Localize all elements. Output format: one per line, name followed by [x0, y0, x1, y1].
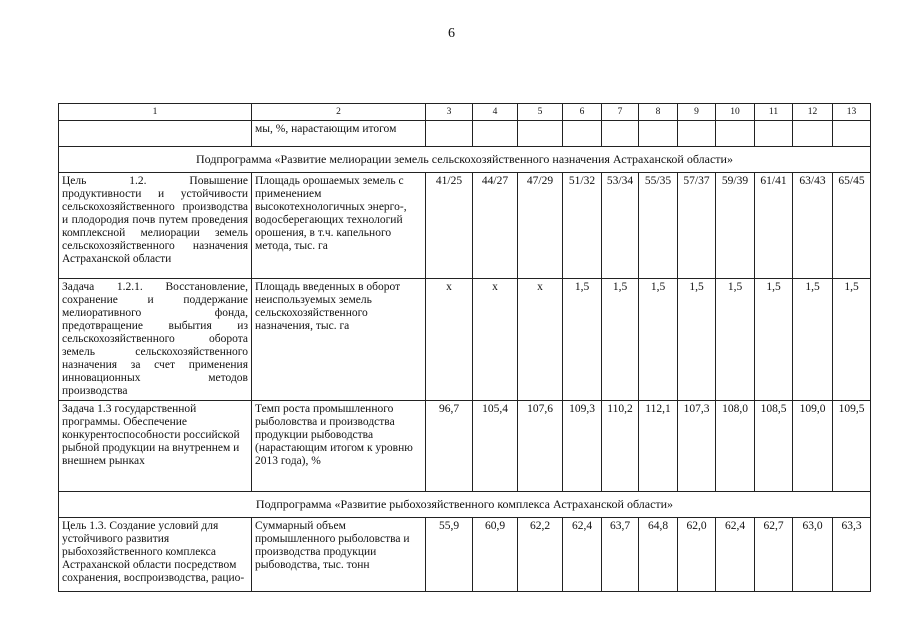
- value-cell: [473, 121, 518, 147]
- value-cell: 1,5: [639, 279, 678, 401]
- value-cell: [639, 121, 678, 147]
- indicator-cell: Площадь введенных в оборот неиспользуемых земель сельскохозяйственного назначения, тыс. га: [252, 279, 426, 401]
- value-cell: 1,5: [602, 279, 639, 401]
- value-cell: 109,0: [793, 401, 833, 492]
- column-number: 8: [639, 104, 678, 121]
- task-cell: Задача 1.2.1. Восстановление, сохранение и поддержание мелиоративного фонда, предотвращение выбытия из сельскохозяйственного оборота земель сельскохозяйственного назначения за счет применения инновационных методов производства: [59, 279, 252, 401]
- value-cell: 51/32: [563, 173, 602, 279]
- value-cell: 62,7: [755, 518, 793, 592]
- goal-cell: [59, 121, 252, 147]
- value-cell: х: [426, 279, 473, 401]
- column-number: 4: [473, 104, 518, 121]
- value-cell: [602, 121, 639, 147]
- value-cell: 1,5: [755, 279, 793, 401]
- task-cell: Задача 1.3 государственной программы. Обеспечение конкурентоспособности российской рыбной продукции на внутреннем и внешнем рынках: [59, 401, 252, 492]
- value-cell: 1,5: [793, 279, 833, 401]
- goal-cell: Цель 1.2. Повышение продуктивности и устойчивости сельскохозяйственного производства и плодородия почв путем проведения комплексной мелиорации земель сельскохозяйственного назначения Астраханской области: [59, 173, 252, 279]
- indicator-cell: Площадь орошаемых земель с применением высокотехнологичных энерго-, водосберегающих технологий орошения, в т.ч. капельного метода, тыс. га: [252, 173, 426, 279]
- value-cell: 1,5: [833, 279, 871, 401]
- value-cell: [426, 121, 473, 147]
- column-number: 12: [793, 104, 833, 121]
- value-cell: 53/34: [602, 173, 639, 279]
- value-cell: [678, 121, 716, 147]
- value-cell: 1,5: [716, 279, 755, 401]
- value-cell: [833, 121, 871, 147]
- value-cell: [755, 121, 793, 147]
- value-cell: 62,2: [518, 518, 563, 592]
- value-cell: 65/45: [833, 173, 871, 279]
- value-cell: [563, 121, 602, 147]
- column-number: 6: [563, 104, 602, 121]
- subprogram-title: Подпрограмма «Развитие рыбохозяйственного комплекса Астраханской области»: [59, 492, 871, 518]
- value-cell: 108,5: [755, 401, 793, 492]
- value-cell: 61/41: [755, 173, 793, 279]
- column-number: 3: [426, 104, 473, 121]
- value-cell: 64,8: [639, 518, 678, 592]
- value-cell: 63,0: [793, 518, 833, 592]
- table-row: [59, 401, 871, 492]
- value-cell: 109,5: [833, 401, 871, 492]
- value-cell: 105,4: [473, 401, 518, 492]
- value-cell: 1,5: [563, 279, 602, 401]
- column-number: 1: [59, 104, 252, 121]
- table-row: [59, 121, 871, 147]
- value-cell: 47/29: [518, 173, 563, 279]
- subprogram-row: [59, 492, 871, 518]
- indicator-cell: Суммарный объем промышленного рыболовства и производства продукции рыбоводства, тыс. тонн: [252, 518, 426, 592]
- value-cell: 57/37: [678, 173, 716, 279]
- indicators-table: [58, 103, 871, 592]
- table-row: [59, 173, 871, 279]
- page-number: 6: [448, 26, 455, 41]
- table-row: [59, 518, 871, 592]
- value-cell: 108,0: [716, 401, 755, 492]
- value-cell: 59/39: [716, 173, 755, 279]
- value-cell: 1,5: [678, 279, 716, 401]
- goal-cell: Цель 1.3. Создание условий для устойчивого развития рыбохозяйственного комплекса Астраханской области посредством сохранения, воспроизводства, рацио-: [59, 518, 252, 592]
- value-cell: 55/35: [639, 173, 678, 279]
- column-number: 2: [252, 104, 426, 121]
- value-cell: 44/27: [473, 173, 518, 279]
- value-cell: 41/25: [426, 173, 473, 279]
- value-cell: 62,4: [563, 518, 602, 592]
- value-cell: х: [473, 279, 518, 401]
- value-cell: 112,1: [639, 401, 678, 492]
- column-number: 5: [518, 104, 563, 121]
- table-row: [59, 279, 871, 401]
- indicator-cell: Темп роста промышленного рыболовства и производства продукции рыбоводства (нарастающим итогом к уровню 2013 года), %: [252, 401, 426, 492]
- value-cell: 96,7: [426, 401, 473, 492]
- value-cell: 55,9: [426, 518, 473, 592]
- subprogram-row: [59, 147, 871, 173]
- value-cell: х: [518, 279, 563, 401]
- column-number: 7: [602, 104, 639, 121]
- value-cell: [518, 121, 563, 147]
- subprogram-title: Подпрограмма «Развитие мелиорации земель сельскохозяйственного назначения Астраханской области»: [59, 147, 871, 173]
- value-cell: [793, 121, 833, 147]
- value-cell: 63,3: [833, 518, 871, 592]
- column-number: 9: [678, 104, 716, 121]
- column-number: 11: [755, 104, 793, 121]
- column-number: 13: [833, 104, 871, 121]
- value-cell: 63/43: [793, 173, 833, 279]
- value-cell: 63,7: [602, 518, 639, 592]
- value-cell: [716, 121, 755, 147]
- column-number-row: [59, 104, 871, 121]
- indicator-cell: мы, %, нарастающим итогом: [252, 121, 426, 147]
- value-cell: 109,3: [563, 401, 602, 492]
- value-cell: 62,4: [716, 518, 755, 592]
- value-cell: 60,9: [473, 518, 518, 592]
- column-number: 10: [716, 104, 755, 121]
- value-cell: 107,6: [518, 401, 563, 492]
- value-cell: 62,0: [678, 518, 716, 592]
- value-cell: 107,3: [678, 401, 716, 492]
- value-cell: 110,2: [602, 401, 639, 492]
